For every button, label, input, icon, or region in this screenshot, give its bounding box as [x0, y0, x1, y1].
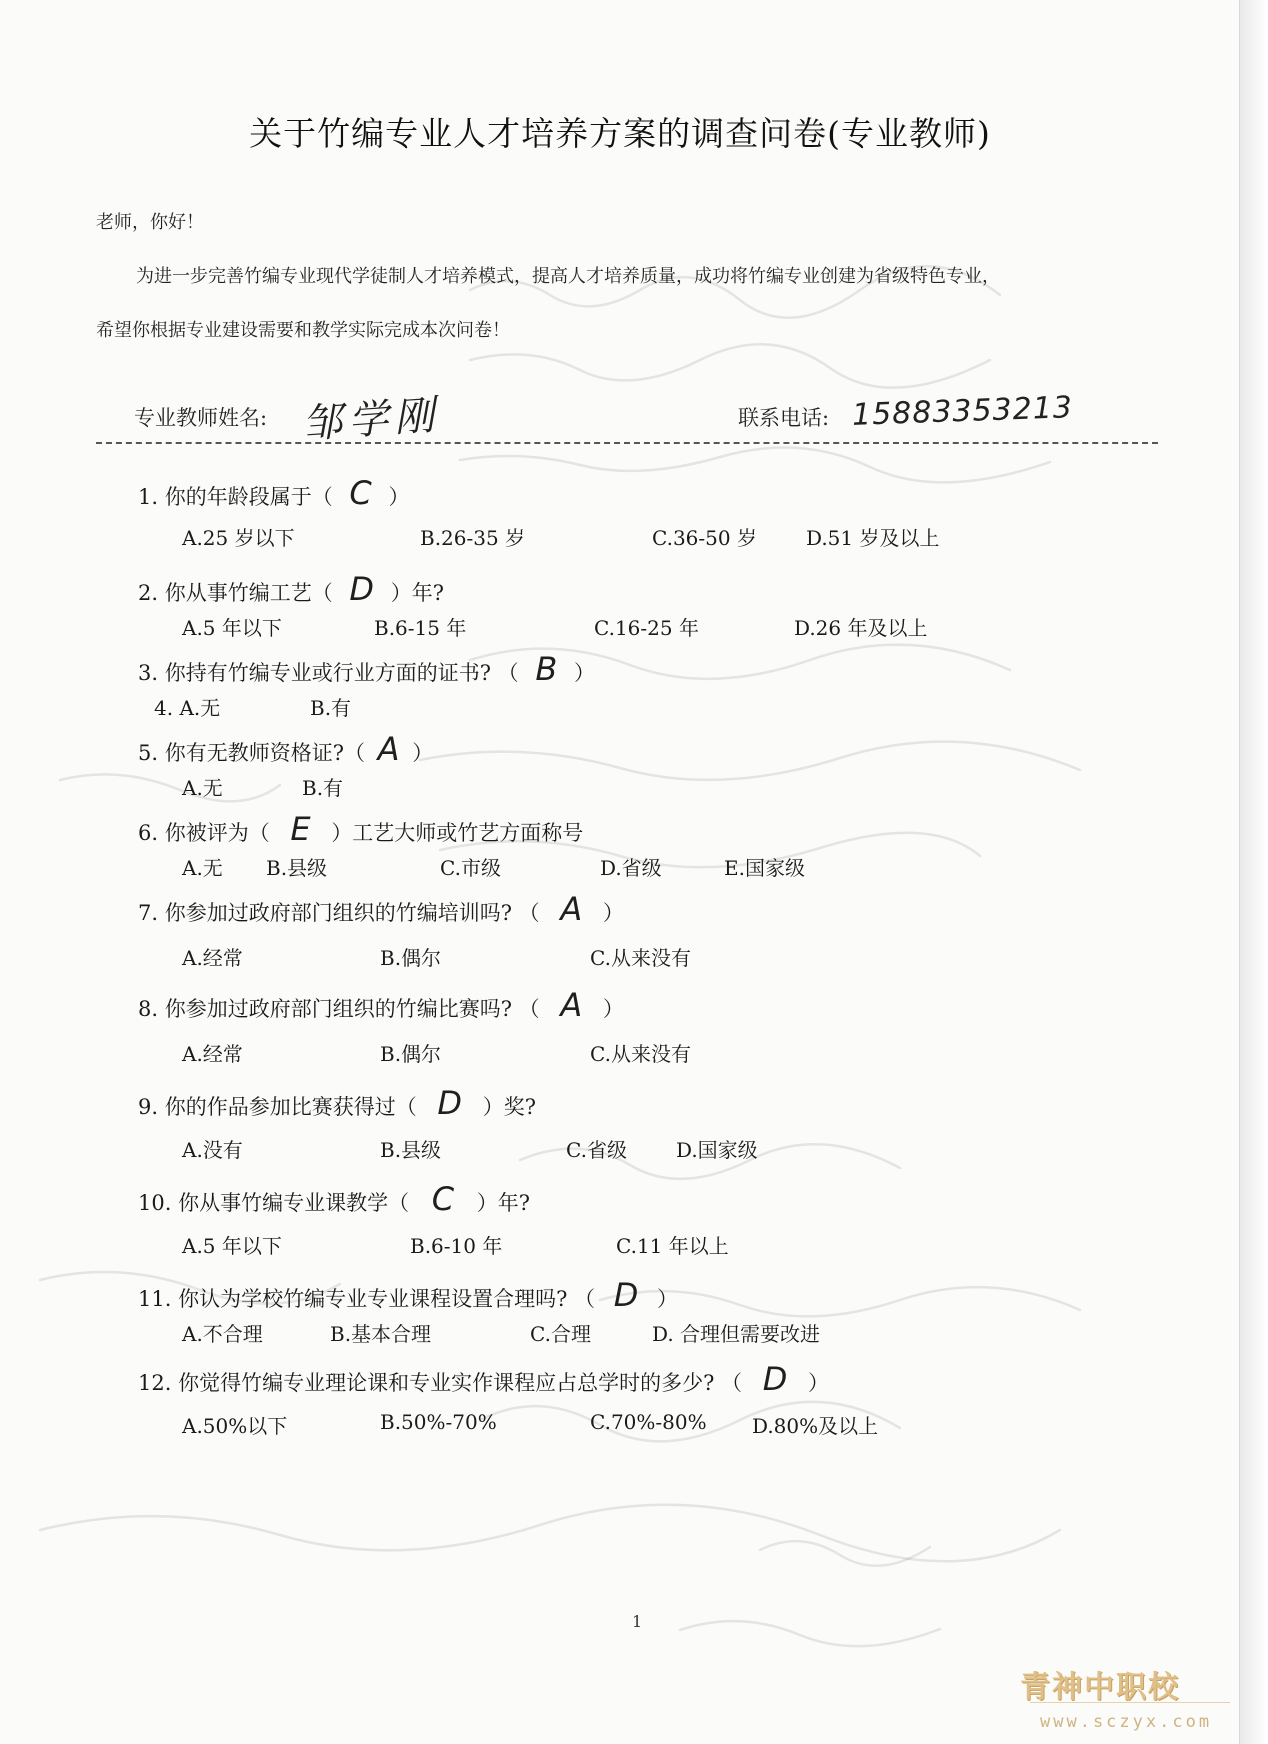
q12-option-c: C.70%-80% — [590, 1410, 707, 1434]
q6-option-d: D.省级 — [600, 856, 662, 880]
teacher-name-label: 专业教师姓名: — [134, 406, 268, 430]
phone-label: 联系电话: — [738, 406, 830, 430]
q1-option-a: A.25 岁以下 — [182, 526, 295, 550]
question-2 — [138, 570, 444, 608]
question-10-suffix: ）年? — [476, 1191, 531, 1215]
q12-option-a: A.50%以下 — [182, 1414, 288, 1438]
q10-option-a: A.5 年以下 — [182, 1234, 282, 1258]
question-9-answer: D — [437, 1084, 463, 1122]
q1-option-d: D.51 岁及以上 — [806, 526, 940, 550]
question-7 — [138, 890, 624, 928]
question-3-suffix: ） — [573, 661, 595, 685]
q9-option-c: C.省级 — [566, 1138, 627, 1162]
question-2-answer: D — [349, 570, 375, 608]
question-6-answer: E — [290, 810, 311, 848]
q9-option-b: B.县级 — [380, 1138, 442, 1162]
q7-option-b: B.偶尔 — [380, 946, 442, 970]
question-12-suffix: ） — [808, 1371, 830, 1395]
q12-option-b: B.50%-70% — [380, 1410, 497, 1434]
question-10-text: 10. 你从事竹编专业课教学（ — [138, 1191, 410, 1215]
question-6 — [138, 810, 583, 848]
question-11-text: 11. 你认为学校竹编专业专业课程设置合理吗? （ — [138, 1287, 596, 1311]
q9-option-a: A.没有 — [182, 1138, 243, 1162]
question-10 — [138, 1180, 530, 1218]
question-3 — [138, 650, 595, 688]
q4-option-a: 4. A.无 — [154, 696, 221, 720]
question-3-text: 3. 你持有竹编专业或行业方面的证书? （ — [138, 661, 519, 685]
q8-option-a: A.经常 — [182, 1042, 243, 1066]
q2-option-c: C.16-25 年 — [594, 616, 699, 640]
question-1 — [138, 474, 409, 512]
q10-option-b: B.6-10 年 — [410, 1234, 503, 1258]
question-9-suffix: ）奖? — [482, 1095, 536, 1119]
question-7-suffix: ） — [602, 901, 624, 925]
question-1-suffix: ） — [388, 485, 410, 509]
question-2-text: 2. 你从事竹编工艺（ — [138, 581, 333, 605]
q12-option-d: D.80%及以上 — [752, 1414, 879, 1438]
question-9-text: 9. 你的作品参加比赛获得过（ — [138, 1095, 417, 1119]
header-divider — [96, 442, 1158, 444]
q7-option-a: A.经常 — [182, 946, 243, 970]
q11-option-a: A.不合理 — [182, 1322, 263, 1346]
q6-option-c: C.市级 — [440, 856, 501, 880]
question-8-answer: A — [560, 986, 583, 1024]
greeting: 老师，你好！ — [96, 212, 204, 233]
q2-option-a: A.5 年以下 — [182, 616, 282, 640]
q2-option-d: D.26 年及以上 — [794, 616, 928, 640]
q7-option-c: C.从来没有 — [590, 946, 691, 970]
q11-option-d: D. 合理但需要改进 — [652, 1322, 821, 1346]
question-5-answer: A — [377, 730, 400, 768]
question-8-text: 8. 你参加过政府部门组织的竹编比赛吗? （ — [138, 997, 540, 1021]
document-title: 关于竹编专业人才培养方案的调查问卷(专业教师) — [249, 114, 991, 153]
intro-line-2: 希望你根据专业建设需要和教学实际完成本次问卷！ — [96, 320, 510, 341]
question-12-answer: D — [762, 1360, 788, 1398]
q5-option-a: A.无 — [182, 776, 223, 800]
scan-edge — [1239, 0, 1268, 1744]
question-8 — [138, 986, 624, 1024]
phone-handwritten: 15883353213 — [851, 390, 1074, 433]
q4-option-b: B.有 — [310, 696, 352, 720]
question-5-text: 5. 你有无教师资格证?（ — [138, 741, 365, 765]
q11-option-c: C.合理 — [530, 1322, 591, 1346]
teacher-name-handwritten: 邹学刚 — [300, 392, 442, 448]
question-1-answer: C — [349, 474, 372, 512]
q10-option-c: C.11 年以上 — [616, 1234, 729, 1258]
question-7-answer: A — [560, 890, 583, 928]
question-9 — [138, 1084, 536, 1122]
question-3-answer: B — [535, 650, 558, 688]
q5-option-b: B.有 — [302, 776, 344, 800]
q8-option-b: B.偶尔 — [380, 1042, 442, 1066]
q6-option-b: B.县级 — [266, 856, 328, 880]
watermark-logo: 青神中职校 — [1020, 1670, 1180, 1705]
question-11-suffix: ） — [657, 1287, 679, 1311]
question-7-text: 7. 你参加过政府部门组织的竹编培训吗? （ — [138, 901, 540, 925]
question-11 — [138, 1276, 678, 1314]
question-1-text: 1. 你的年龄段属于（ — [138, 485, 333, 509]
q1-option-b: B.26-35 岁 — [420, 526, 526, 550]
question-12 — [138, 1360, 829, 1398]
question-5 — [138, 730, 433, 768]
question-6-text: 6. 你被评为（ — [138, 821, 270, 845]
q1-option-c: C.36-50 岁 — [652, 526, 757, 550]
watermark-url: www.sczyx.com — [1040, 1712, 1213, 1732]
question-8-suffix: ） — [602, 997, 624, 1021]
q6-option-a: A.无 — [182, 856, 223, 880]
q11-option-b: B.基本合理 — [330, 1322, 432, 1346]
question-12-text: 12. 你觉得竹编专业理论课和专业实作课程应占总学时的多少? （ — [138, 1371, 743, 1395]
intro-line-1: 为进一步完善竹编专业现代学徒制人才培养模式，提高人才培养质量，成功将竹编专业创建为省级特色专业， — [136, 266, 1000, 287]
q6-option-e: E.国家级 — [724, 856, 805, 880]
question-2-suffix: ）年? — [390, 581, 444, 605]
question-11-answer: D — [613, 1276, 639, 1314]
question-6-suffix: ）工艺大师或竹艺方面称号 — [331, 821, 584, 845]
q9-option-d: D.国家级 — [676, 1138, 758, 1162]
q2-option-b: B.6-15 年 — [374, 616, 467, 640]
question-5-suffix: ） — [412, 741, 434, 765]
page-number: 1 — [632, 1612, 643, 1631]
question-10-answer: C — [431, 1180, 455, 1218]
q8-option-c: C.从来没有 — [590, 1042, 691, 1066]
